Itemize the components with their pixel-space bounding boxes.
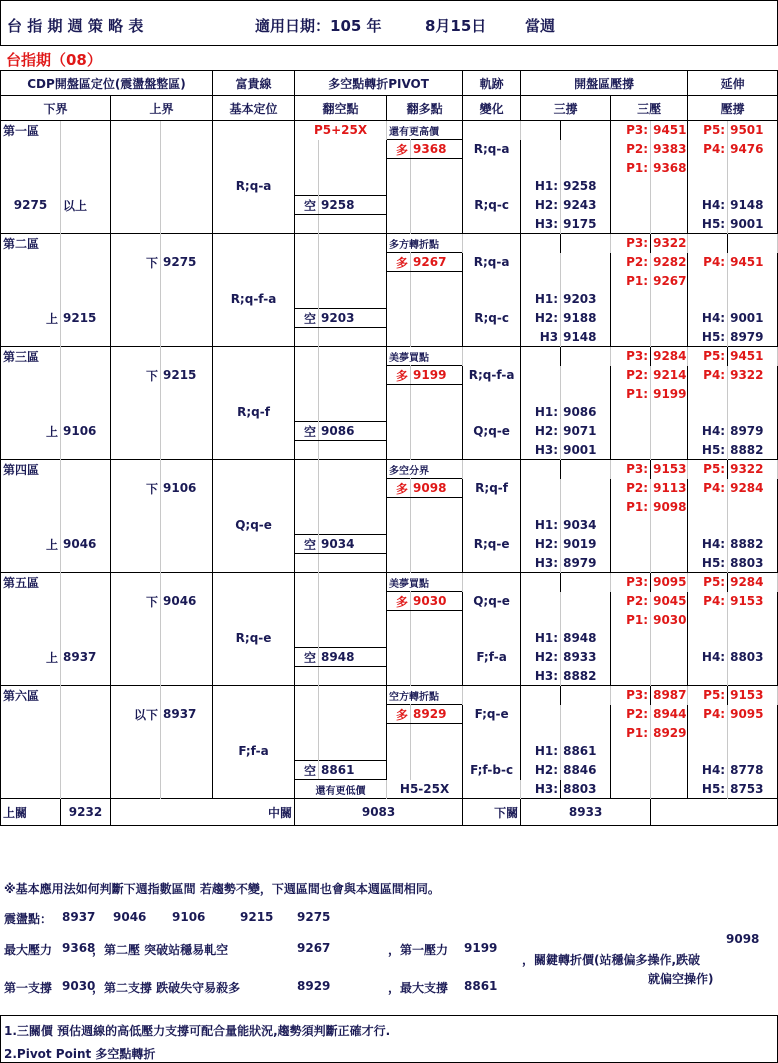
short-prefix: 空 — [295, 535, 319, 554]
col-track: 軌跡 — [463, 71, 521, 96]
h-value: 9071 — [561, 422, 611, 441]
ext-value: 8778 — [728, 761, 778, 780]
h-value: 9175 — [561, 215, 611, 234]
ext-label: H4: — [688, 196, 728, 215]
h-label: H3: — [521, 441, 561, 460]
zone-row — [1, 592, 778, 611]
upper-text: 下 — [111, 366, 161, 385]
col-p3: 三壓 — [611, 96, 688, 121]
long-prefix: 多 — [387, 479, 411, 498]
p-label: P3: — [611, 234, 651, 253]
h-label: H1: — [521, 516, 561, 535]
p-label: P3: — [611, 460, 651, 479]
ext-value: 9001 — [728, 309, 778, 328]
ext-label: P5: — [688, 573, 728, 592]
zone-row — [1, 724, 778, 743]
p-value: 8944 — [651, 705, 688, 724]
ext-label: H5: — [688, 780, 728, 799]
h-label: H1: — [521, 629, 561, 648]
zone-row — [1, 535, 778, 554]
zone-row — [1, 215, 778, 234]
zone-name: 第六區 — [1, 686, 61, 705]
first-support-label: 第一支撐 — [4, 981, 53, 995]
zone-row — [1, 648, 778, 667]
zone-name: 第二區 — [1, 234, 61, 253]
ext-label: P5: — [688, 347, 728, 366]
short-prefix: 空 — [295, 422, 319, 441]
p-label: P3: — [611, 347, 651, 366]
short-value: 8861 — [319, 761, 387, 780]
track-1: R;q-f-a — [463, 366, 521, 385]
ext-value: 8803 — [728, 554, 778, 573]
track-1: F;q-e — [463, 705, 521, 724]
osc-3: 9106 — [172, 910, 206, 924]
summary-row — [1, 799, 778, 826]
ext-label: P4: — [688, 705, 728, 724]
ext-value: 9476 — [728, 140, 778, 159]
p-label: P1: — [611, 159, 651, 178]
zone-row — [1, 272, 778, 291]
track-2: R;q-c — [463, 196, 521, 215]
h-value: 8948 — [561, 629, 611, 648]
ext-label: H4: — [688, 761, 728, 780]
zone-name: 第五區 — [1, 573, 61, 592]
max-support: 8861 — [464, 979, 498, 993]
h-label: H3: — [521, 780, 561, 799]
ext-value: 8803 — [728, 648, 778, 667]
h-label: H1: — [521, 290, 561, 309]
lower-value: 9215 — [61, 309, 111, 328]
zone-row — [1, 347, 778, 366]
strategy-table — [0, 70, 778, 826]
lower-value: 8933 — [521, 799, 651, 826]
h5-minus: H5-25X — [387, 780, 463, 799]
zone-note: 多空分界 — [387, 460, 463, 479]
h-label: H3 — [521, 328, 561, 347]
lower-label: 下關 — [463, 799, 521, 826]
h-label: H3: — [521, 667, 561, 686]
zone-row — [1, 761, 778, 780]
zone-row — [1, 253, 778, 272]
lower-text: 上 — [1, 535, 61, 554]
upper-text: 下 — [111, 592, 161, 611]
zone-row — [1, 366, 778, 385]
upper-text: 下 — [111, 253, 161, 272]
lower-text: 上 — [1, 648, 61, 667]
ext-value: 9095 — [728, 705, 778, 724]
short-value: 9258 — [319, 196, 387, 215]
ext-label: H5: — [688, 215, 728, 234]
zone-row — [1, 573, 778, 592]
h-label: H2: — [521, 648, 561, 667]
long-value: 8929 — [411, 705, 463, 724]
col-upper: 上界 — [111, 96, 213, 121]
h-label: H1: — [521, 742, 561, 761]
col-open: 開盤區壓撐 — [521, 71, 688, 96]
zone-row — [1, 234, 778, 253]
p-value: 9322 — [651, 234, 688, 253]
key-value: 9098 — [726, 932, 760, 946]
zone-note: 美夢買點 — [387, 573, 463, 592]
ext-label: H4: — [688, 648, 728, 667]
ext-value: 9284 — [728, 479, 778, 498]
ext-value: 8882 — [728, 535, 778, 554]
zone-name: 第一區 — [1, 121, 61, 140]
short-value: 9203 — [319, 309, 387, 328]
zone-row — [1, 667, 778, 686]
footer-line-1: 1.三關價 預估週線的高低壓力支撐可配合量能狀況,趨勢須判斷正確才行. — [4, 1024, 391, 1038]
p-label: P1: — [611, 611, 651, 630]
h-label: H3: — [521, 215, 561, 234]
zone-row — [1, 422, 778, 441]
zone-row — [1, 159, 778, 178]
base-position: R;q-e — [213, 629, 295, 648]
ext-label: H5: — [688, 441, 728, 460]
ext-label: P4: — [688, 592, 728, 611]
zone-row — [1, 403, 778, 422]
header-bar — [0, 0, 778, 46]
p-label: P3: — [611, 121, 651, 140]
track-2: R;q-e — [463, 535, 521, 554]
col-change: 變化 — [463, 96, 521, 121]
upper-label: 上關 — [1, 799, 61, 826]
long-prefix: 多 — [387, 366, 411, 385]
p-label: P2: — [611, 705, 651, 724]
p-label: P2: — [611, 592, 651, 611]
col-fugui: 富貴線 — [213, 71, 295, 96]
zone-row — [1, 385, 778, 404]
h-value: 9034 — [561, 516, 611, 535]
first-support: 9030 — [62, 979, 96, 993]
long-prefix: 多 — [387, 705, 411, 724]
h-label: H2: — [521, 422, 561, 441]
max-pressure-label: 最大壓力 — [4, 943, 53, 957]
zone-row — [1, 309, 778, 328]
date-label: 適用日期：105 年 — [255, 17, 382, 35]
p-value: 9045 — [651, 592, 688, 611]
h-value: 8846 — [561, 761, 611, 780]
upper-value: 9275 — [161, 253, 213, 272]
h-value: 8882 — [561, 667, 611, 686]
p-value: 9451 — [651, 121, 688, 140]
long-prefix: 多 — [387, 253, 411, 272]
base-position: R;q-a — [213, 177, 295, 196]
col-s3: 三撐 — [521, 96, 611, 121]
p-label: P2: — [611, 479, 651, 498]
track-2: Q;q-e — [463, 422, 521, 441]
col-ext-p: 壓撐 — [688, 96, 778, 121]
h-value: 8933 — [561, 648, 611, 667]
zone-row — [1, 196, 778, 215]
key-label-1: ，關鍵轉折價(站穩偏多操作,跌破 — [522, 953, 701, 967]
p-value: 8987 — [651, 686, 688, 705]
zone-row — [1, 498, 778, 517]
short-prefix: 空 — [295, 196, 319, 215]
h-label: H2: — [521, 761, 561, 780]
p-value: 9113 — [651, 479, 688, 498]
p-value: 9095 — [651, 573, 688, 592]
ext-label: P4: — [688, 140, 728, 159]
base-position: R;q-f — [213, 403, 295, 422]
h-value: 9019 — [561, 535, 611, 554]
h-value: 9243 — [561, 196, 611, 215]
zone-row — [1, 479, 778, 498]
first-pressure: 9199 — [464, 941, 498, 955]
zone-row — [1, 441, 778, 460]
zone-note: 還有更高價 — [387, 121, 463, 140]
ext-value: 8753 — [728, 780, 778, 799]
ext-label: P4: — [688, 366, 728, 385]
h-value: 8803 — [561, 780, 611, 799]
month-day: 8月15日 — [425, 17, 487, 35]
long-prefix: 多 — [387, 592, 411, 611]
h-value: 8979 — [561, 554, 611, 573]
osc-4: 9215 — [240, 910, 274, 924]
track-2: F;f-b-c — [463, 761, 521, 780]
zone-row — [1, 780, 778, 799]
base-position: Q;q-e — [213, 516, 295, 535]
base-position: F;f-a — [213, 742, 295, 761]
second-support: 8929 — [297, 979, 331, 993]
h-label: H1: — [521, 403, 561, 422]
h-value: 8861 — [561, 742, 611, 761]
ext-label: P5: — [688, 121, 728, 140]
ext-value: 8979 — [728, 422, 778, 441]
p-value: 9214 — [651, 366, 688, 385]
col-base: 基本定位 — [213, 96, 295, 121]
ext-value: 8979 — [728, 328, 778, 347]
first-pressure-label: ，第一壓力 — [388, 943, 449, 957]
oscillation-label: 震盪點： — [4, 912, 53, 926]
base-position: R;q-f-a — [213, 290, 295, 309]
p-label: P3: — [611, 573, 651, 592]
ext-value: 9451 — [728, 253, 778, 272]
zone-row — [1, 554, 778, 573]
upper-value: 9215 — [161, 366, 213, 385]
zone-name: 第四區 — [1, 460, 61, 479]
col-flip-long: 翻多點 — [387, 96, 463, 121]
footer-line-2: 2.Pivot Point 多空點轉折 — [4, 1047, 156, 1061]
zone-row — [1, 629, 778, 648]
zone-row — [1, 290, 778, 309]
long-prefix: 多 — [387, 140, 411, 159]
upper-text: 下 — [111, 479, 161, 498]
p5-plus: P5+25X — [295, 121, 387, 140]
ext-value: 9501 — [728, 121, 778, 140]
mid-label: 中關 — [111, 799, 295, 826]
h-value: 9188 — [561, 309, 611, 328]
p-label: P3: — [611, 686, 651, 705]
long-value: 9199 — [411, 366, 463, 385]
upper-value: 9232 — [61, 799, 111, 826]
p-value: 9199 — [651, 385, 688, 404]
h-label: H1: — [521, 177, 561, 196]
h-value: 9086 — [561, 403, 611, 422]
track-1: R;q-a — [463, 253, 521, 272]
zone-row — [1, 742, 778, 761]
max-pressure: 9368 — [62, 941, 96, 955]
p-label: P1: — [611, 724, 651, 743]
p-label: P2: — [611, 253, 651, 272]
p-value: 9284 — [651, 347, 688, 366]
osc-1: 8937 — [62, 910, 96, 924]
short-note: 還有更低價 — [295, 780, 387, 799]
short-prefix: 空 — [295, 761, 319, 780]
ext-label: H4: — [688, 535, 728, 554]
col-cdp: CDP開盤區定位(震盪盤整區) — [1, 71, 213, 96]
upper-value: 9106 — [161, 479, 213, 498]
track-2: F;f-a — [463, 648, 521, 667]
p-value: 8929 — [651, 724, 688, 743]
zone-row — [1, 177, 778, 196]
h-label: H2: — [521, 196, 561, 215]
p-value: 9030 — [651, 611, 688, 630]
week-label: 當週 — [525, 17, 556, 35]
ext-value: 9284 — [728, 573, 778, 592]
lower-text: 以上 — [61, 196, 111, 215]
track-1: Q;q-e — [463, 592, 521, 611]
zone-row — [1, 121, 778, 140]
upper-text: 以下 — [111, 705, 161, 724]
zone-note: 空方轉折點 — [387, 686, 463, 705]
col-lower: 下界 — [1, 96, 111, 121]
p-value: 9368 — [651, 159, 688, 178]
zone-row — [1, 516, 778, 535]
h-value: 9001 — [561, 441, 611, 460]
h-label: H3: — [521, 554, 561, 573]
ext-label: P5: — [688, 460, 728, 479]
p-label: P2: — [611, 140, 651, 159]
subtitle: 台指期（08） — [6, 51, 102, 69]
track-1: R;q-f — [463, 479, 521, 498]
zone-note: 多方轉折點 — [387, 234, 463, 253]
upper-value: 9046 — [161, 592, 213, 611]
long-value: 9030 — [411, 592, 463, 611]
short-value: 8948 — [319, 648, 387, 667]
ext-label: P4: — [688, 253, 728, 272]
second-pressure-label: ，第二壓 突破站穩易軋空 — [92, 943, 229, 957]
p-value: 9282 — [651, 253, 688, 272]
osc-5: 9275 — [297, 910, 331, 924]
zone-note: 美夢買點 — [387, 347, 463, 366]
ext-value: 9001 — [728, 215, 778, 234]
zone-row — [1, 328, 778, 347]
ext-value: 9153 — [728, 592, 778, 611]
h-value: 9148 — [561, 328, 611, 347]
h-value: 9203 — [561, 290, 611, 309]
short-prefix: 空 — [295, 309, 319, 328]
p-label: P2: — [611, 366, 651, 385]
key-label-2: 就偏空操作) — [648, 972, 714, 986]
zone-name: 第三區 — [1, 347, 61, 366]
h-value: 9258 — [561, 177, 611, 196]
p-value: 9383 — [651, 140, 688, 159]
zone-row — [1, 705, 778, 724]
lower-value: 9275 — [1, 196, 61, 215]
ext-value: 9451 — [728, 347, 778, 366]
p-label: P1: — [611, 272, 651, 291]
h-label: H2: — [521, 535, 561, 554]
col-flip-short: 翻空點 — [295, 96, 387, 121]
ext-value: 9148 — [728, 196, 778, 215]
col-pivot: 多空點轉折PIVOT — [295, 71, 463, 96]
p-value: 9267 — [651, 272, 688, 291]
p-label: P1: — [611, 498, 651, 517]
p-label: P1: — [611, 385, 651, 404]
long-value: 9098 — [411, 479, 463, 498]
lower-value: 9106 — [61, 422, 111, 441]
zone-row — [1, 686, 778, 705]
ext-label: H4: — [688, 309, 728, 328]
second-support-label: ，第二支撐 跌破失守易殺多 — [92, 981, 241, 995]
osc-2: 9046 — [113, 910, 147, 924]
ext-label: H5: — [688, 328, 728, 347]
lower-value: 8937 — [61, 648, 111, 667]
ext-value: 8882 — [728, 441, 778, 460]
ext-value: 9322 — [728, 366, 778, 385]
ext-label: H4: — [688, 422, 728, 441]
second-pressure: 9267 — [297, 941, 331, 955]
p-value: 9153 — [651, 460, 688, 479]
ext-label: H5: — [688, 554, 728, 573]
mid-value: 9083 — [295, 799, 463, 826]
short-value: 9034 — [319, 535, 387, 554]
long-value: 9368 — [411, 140, 463, 159]
note-text: ※基本應用法如何判斷下週指數區間 若趨勢不變，下週區間也會與本週區間相同。 — [4, 882, 440, 896]
lower-value: 9046 — [61, 535, 111, 554]
upper-value: 8937 — [161, 705, 213, 724]
lower-text: 上 — [1, 422, 61, 441]
ext-label: P5: — [688, 686, 728, 705]
lower-text: 上 — [1, 309, 61, 328]
ext-label: P4: — [688, 479, 728, 498]
col-ext: 延伸 — [688, 71, 778, 96]
long-value: 9267 — [411, 253, 463, 272]
track-1: R;q-a — [463, 140, 521, 159]
ext-value: 9153 — [728, 686, 778, 705]
max-support-label: ，最大支撐 — [388, 981, 449, 995]
ext-value: 9322 — [728, 460, 778, 479]
page-title: 台 指 期 週 策 略 表 — [7, 17, 144, 35]
zone-row — [1, 460, 778, 479]
short-value: 9086 — [319, 422, 387, 441]
h-label: H2: — [521, 309, 561, 328]
short-prefix: 空 — [295, 648, 319, 667]
zone-row — [1, 140, 778, 159]
track-2: R;q-c — [463, 309, 521, 328]
p-value: 9098 — [651, 498, 688, 517]
zone-row — [1, 611, 778, 630]
